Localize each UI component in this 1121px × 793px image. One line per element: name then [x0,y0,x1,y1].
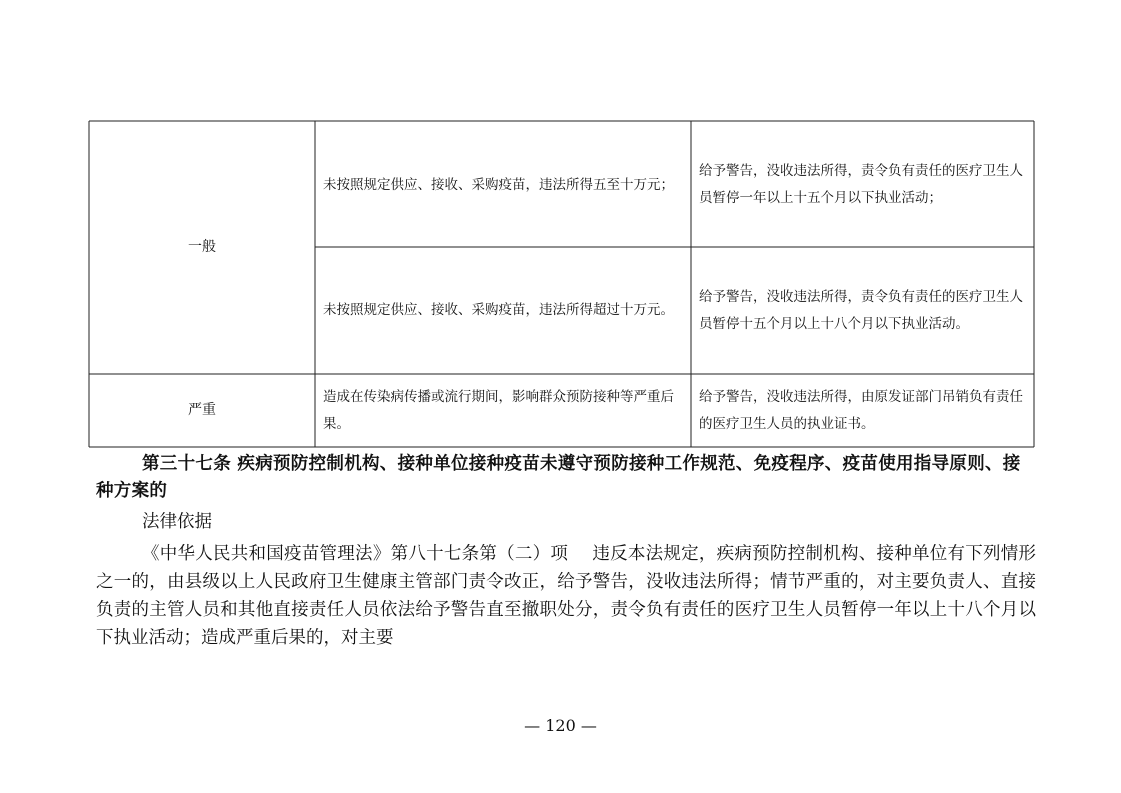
penalty-cell [691,247,1034,374]
level-cell-serious [89,374,315,447]
law-citation: 《中华人民共和国疫苗管理法》第八十七条第（二）项 [142,544,569,564]
law-text: 违反本法规定，疾病预防控制机构、接种单位有下列情形之一的，由县级以上人民政府卫生健康主管部门责令改正，给予警告，没收违法所得；情节严重的，对主要负责人、直接负责的主管人员和其他直接责任人员依法给予警告直至撤职处分，责令负有责任的医疗卫生人员暂停一年以上十八个月以下执业活动；造成严重后果的，对主要 [96,544,1037,648]
circumstance-text: 未按照规定供应、接收、采购疫苗，违法所得超过十万元。 [323,302,674,318]
penalty-text: 给予警告，没收违法所得，由原发证部门吊销负有责任的医疗卫生人员的执业证书。 [699,388,1023,432]
penalty-cell [691,121,1034,247]
article-title: 第三十七条 疾病预防控制机构、接种单位接种疫苗未遵守预防接种工作规范、免疫程序、疫苗使用指导原则、接种方案的 [96,454,1021,501]
circumstance-text: 未按照规定供应、接收、采购疫苗，违法所得五至十万元； [323,176,674,193]
circumstance-text: 造成在传染病传播或流行期间，影响群众预防接种等严重后果。 [323,388,674,432]
legal-basis-paragraph [96,540,1036,652]
level-cell-general [89,121,315,374]
penalty-text: 给予警告，没收违法所得，责令负有责任的医疗卫生人员暂停十五个月以上十八个月以下执业活动。 [699,288,1023,332]
circumstance-cell [315,247,691,374]
level-label: 严重 [188,402,216,418]
penalty-text: 给予警告，没收违法所得，责令负有责任的医疗卫生人员暂停一年以上十五个月以下执业活动； [699,163,1023,206]
circumstance-cell [315,121,691,247]
level-label: 一般 [188,239,216,255]
penalty-cell [691,374,1034,447]
circumstance-cell [315,374,691,447]
legal-basis-label: 法律依据 [142,512,212,532]
page-number: — 120 — [524,716,597,735]
